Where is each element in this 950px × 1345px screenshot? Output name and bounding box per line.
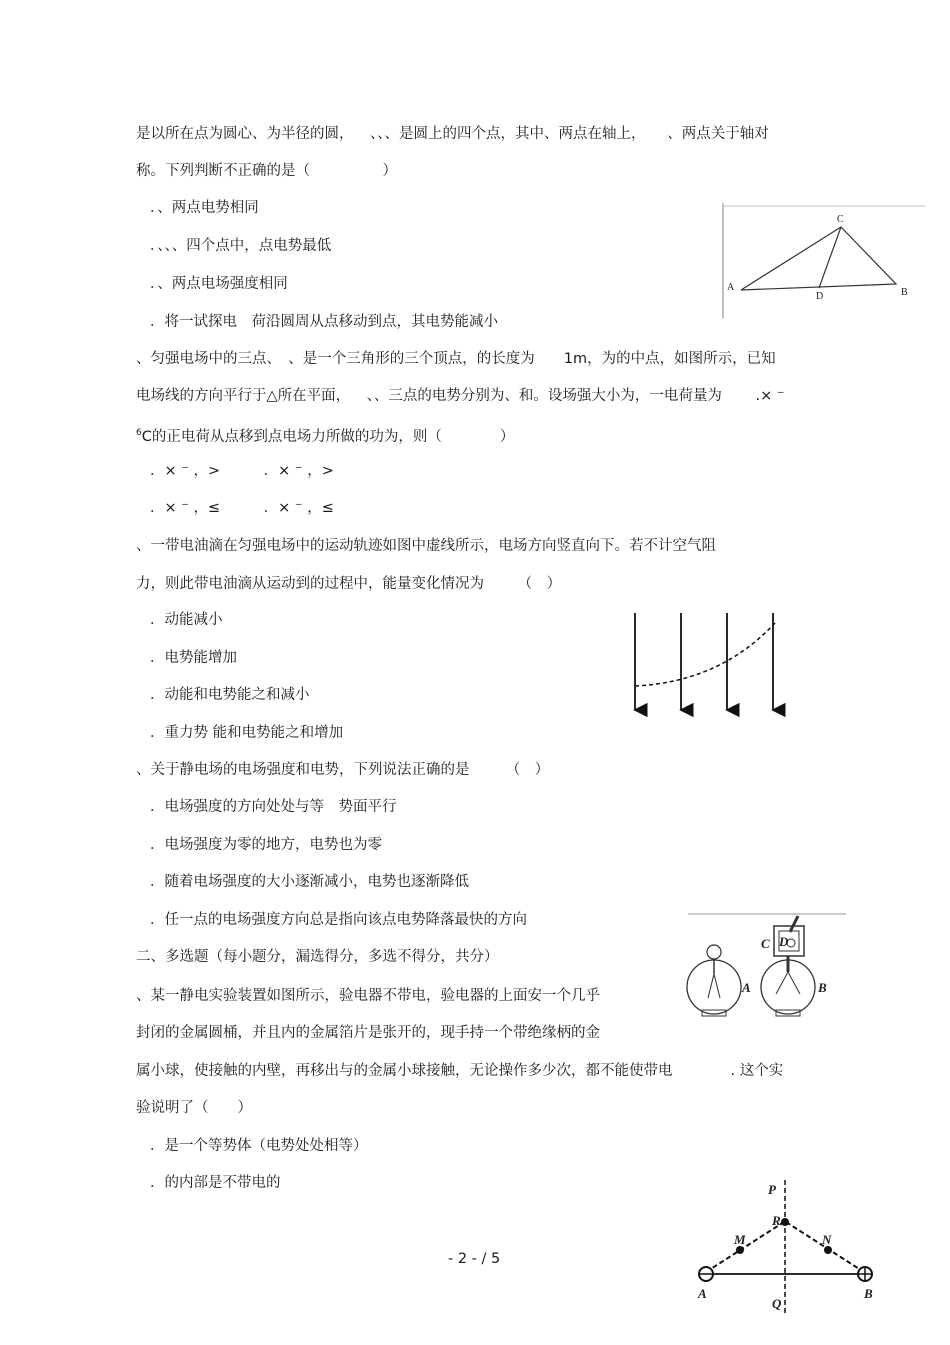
q-electroscope-option: ．的内部是不带电的 [150,1175,281,1191]
q-circle-option: ．、两点电势相同 [150,200,259,216]
q-electroscope-line3: 属小球，使接触的内壁，再移出与的金属小球接触，无论操作多少次，都不能使带电 . 这个实 [136,1063,784,1079]
q-circle-option: ．将一试探电 荷沿圆周从点移动到点，其电势能减小 [150,314,498,330]
page-number: - 2 - / 5 [448,1251,501,1267]
section-heading-multiple-choice: 二、多选题（每小题分，漏选得分，多选不得分，共分） [136,949,499,965]
q-static-field-stem: 、关于静电场的电场强度和电势，下列说法正确的是 （ ） [136,762,550,778]
point-m-label: M [734,1232,746,1247]
triangle-figure [723,203,925,318]
q-electroscope-line2: 封闭的金属圆桶，并且内的金属箔片是张开的，现手持一个带绝缘柄的金 [136,1025,600,1041]
q-uniform-field-line2: 电场线的方向平行于△所在平面， 、、三点的电势分别为、和。设场强大小为，一电荷量为 .× ⁻ [136,388,785,404]
q-oil-drop-option: ．动能减小 [150,612,223,628]
q-uniform-field-options-ab: ．× ⁻ ，> ．× ⁻ ，> [150,463,334,479]
q-oil-drop-line1: 、一带电油滴在匀强电场中的运动轨迹如图中虚线所示，电场方向竖直向下。若不计空气阻 [136,538,716,554]
q-electroscope-option: ．是一个等势体（电势处处相等） [150,1138,368,1154]
q-static-field-option: ．电场强度的方向处处与等 势面平行 [150,799,397,815]
electroscope-figure [688,912,848,1022]
q-oil-drop-line2: 力，则此带电油滴从运动到的过程中，能量变化情况为 （ ） [136,576,562,592]
q-electroscope-line1: 、某一静电实验装置如图所示，验电器不带电，验电器的上面安一个几乎 [136,988,600,1004]
q-circle-option: ．、、、四个点中，点电势最低 [150,238,332,254]
rods-figure [692,1178,882,1318]
q-static-field-option: ．任一点的电场强度方向总是指向该点电势降落最快的方向 [150,912,527,928]
superscript-6: 6 [136,428,142,438]
point-n-label: N [822,1232,832,1247]
q-uniform-field-line3: $^6$C的正电荷从点移到点电场力所做的功为，则（ ） [136,428,515,445]
q-static-field-option: ．电场强度为零的地方，电势也为零 [150,837,382,853]
q-oil-drop-option: ．动能和电势能之和减小 [150,687,310,703]
q-electroscope-line4: 验说明了（ ） [136,1100,252,1116]
point-b-label: B [901,287,908,298]
point-p-label: P [768,1182,776,1197]
cylinder-c-label: C [761,936,770,951]
point-d-label: D [816,291,824,302]
q-static-field-option: ．随着电场强度的大小逐渐减小，电势也逐渐降低 [150,874,469,890]
oil-drop-figure [625,610,785,720]
electroscope-a-label: A [742,980,751,995]
q-oil-drop-option: ．电势能增加 [150,650,237,666]
q-circle-line1: 是以所在点为圆心、为半径的圆， 、、、是圆上的四个点，其中、两点在轴上， 、两点关于轴对 [136,126,769,142]
q-uniform-field-line1: 、匀强电场中的三点、 、是一个三角形的三个顶点，的长度为 1m，为的中点，如图所示，已知 [136,351,776,367]
point-r-label: R [772,1213,781,1228]
point-a-label: A [698,1286,707,1301]
point-c-label: C [837,214,844,225]
electroscope-b-label: B [818,980,827,995]
ball-d-label: D [779,934,789,949]
q-oil-drop-option: ．重力势 能和电势能之和增加 [150,725,344,741]
q-circle-line2: 称。下列判断不正确的是（ ） [136,163,397,179]
point-b-label: B [864,1286,873,1301]
point-q-label: Q [772,1296,782,1311]
point-a-label: A [727,282,735,293]
q-uniform-field-options-cd: ．× ⁻ ，≤ ．× ⁻ ，≤ [150,500,334,516]
q-circle-option: ．、两点电场强度相同 [150,276,288,292]
